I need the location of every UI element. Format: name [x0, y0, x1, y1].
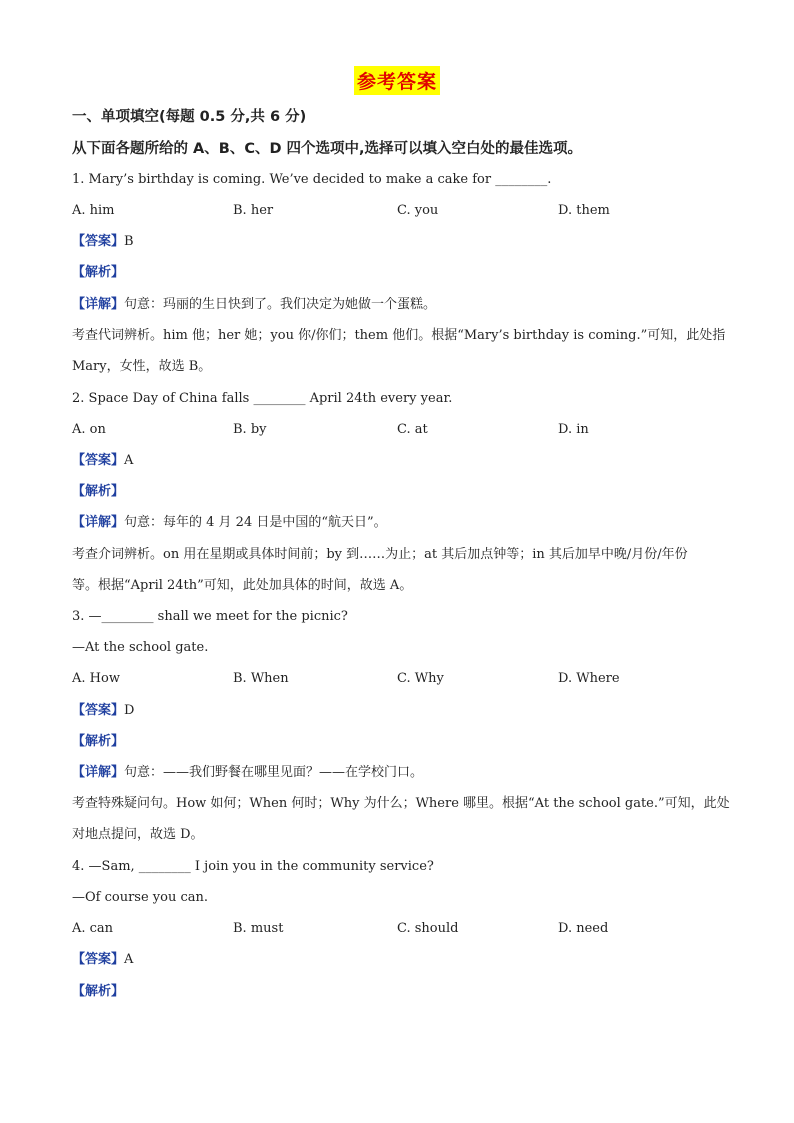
detail-text: 句意：每年的 4 月 24 日是中国的“航天日”。 [124, 515, 387, 530]
q3-answer [72, 702, 134, 720]
detail-label: 【详解】 [72, 515, 125, 530]
q2-option-b: B. by [233, 422, 267, 437]
q1-explanation-line: 考查代词辨析。him 他；her 她；you 你/你们；them 他们。根据“Mary’s birthday is coming.”可知，此处指 [72, 328, 726, 343]
q2-explanation-line: 等。根据“April 24th”可知，此处加具体的时间，故选 A。 [72, 578, 413, 593]
q4-option-b: B. must [233, 921, 284, 936]
q3-explanation-line: 考查特殊疑问句。How 如何；When 何时；Why 为什么；Where 哪里。根据“At the school gate.”可知，此处 [72, 796, 730, 811]
detail-text: 句意：玛丽的生日快到了。我们决定为她做一个蛋糕。 [124, 297, 437, 312]
q3-option-b: B. When [233, 671, 289, 686]
q1-detail [72, 296, 436, 314]
q4-answer [72, 951, 133, 969]
q2-analysis [72, 483, 124, 501]
q2-answer [72, 452, 133, 470]
q1-option-b: B. her [233, 203, 274, 218]
answer-label: 【答案】 [72, 952, 125, 967]
q2-stem: 2. Space Day of China falls ________ April 24th every year. [72, 391, 453, 406]
analysis-label: 【解析】 [72, 484, 125, 499]
answer-value: A [124, 453, 134, 468]
section-instruction: 从下面各题所给的 A、B、C、D 四个选项中,选择可以填入空白处的最佳选项。 [72, 141, 583, 157]
page-title: 参考答案 [354, 66, 440, 95]
q4-option-d: D. need [558, 921, 609, 936]
analysis-label: 【解析】 [72, 734, 125, 749]
q4-stem: 4. —Sam, ________ I join you in the community service? [72, 859, 434, 874]
q1-analysis [72, 264, 124, 282]
q4-reply: —Of course you can. [72, 890, 209, 905]
answer-value: D [124, 703, 135, 718]
q3-option-a: A. How [72, 671, 120, 686]
detail-text: 句意：——我们野餐在哪里见面？——在学校门口。 [124, 765, 424, 780]
q1-stem: 1. Mary’s birthday is coming. We’ve decided to make a cake for ________. [72, 172, 552, 187]
q4-option-c: C. should [397, 921, 459, 936]
q3-explanation-line: 对地点提问，故选 D。 [72, 827, 204, 842]
title-wrap [0, 66, 794, 95]
q3-stem: 3. —________ shall we meet for the picnic? [72, 609, 348, 624]
detail-label: 【详解】 [72, 765, 125, 780]
q4-option-a: A. can [72, 921, 114, 936]
analysis-label: 【解析】 [72, 984, 125, 999]
q1-answer [72, 233, 134, 251]
q3-reply: —At the school gate. [72, 640, 209, 655]
q2-option-a: A. on [72, 422, 106, 437]
answer-value: B [124, 234, 134, 249]
answer-label: 【答案】 [72, 234, 125, 249]
q1-option-c: C. you [397, 203, 439, 218]
q3-detail [72, 764, 423, 782]
section-heading: 一、单项填空(每题 0.5 分,共 6 分) [72, 109, 307, 125]
q1-option-d: D. them [558, 203, 610, 218]
q2-detail [72, 514, 387, 532]
answer-value: A [124, 952, 134, 967]
q2-option-c: C. at [397, 422, 428, 437]
q2-explanation-line: 考查介词辨析。on 用在星期或具体时间前；by 到……为止；at 其后加点钟等；in 其后加早中晚/月份/年份 [72, 547, 688, 562]
answer-label: 【答案】 [72, 703, 125, 718]
analysis-label: 【解析】 [72, 265, 125, 280]
q1-option-a: A. him [72, 203, 115, 218]
q3-option-d: D. Where [558, 671, 620, 686]
detail-label: 【详解】 [72, 297, 125, 312]
q4-analysis [72, 983, 124, 1001]
answer-label: 【答案】 [72, 453, 125, 468]
q2-option-d: D. in [558, 422, 589, 437]
q1-explanation-line: Mary，女性，故选 B。 [72, 359, 212, 374]
q3-option-c: C. Why [397, 671, 444, 686]
q3-analysis [72, 733, 124, 751]
